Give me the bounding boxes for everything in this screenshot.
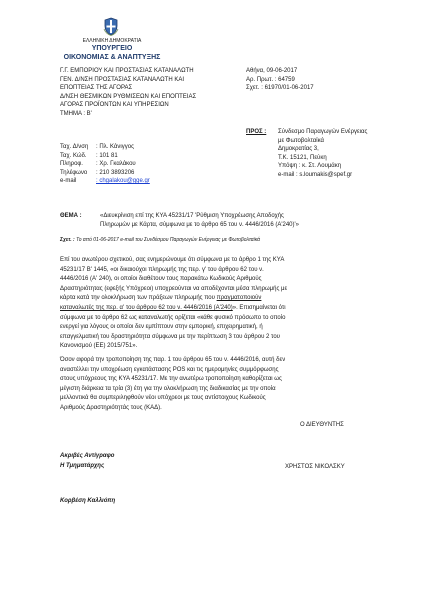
recipient-label: ΠΡΟΣ : xyxy=(246,129,267,135)
copy-signer-name: Κορβέση Καλλιόπη xyxy=(60,498,116,504)
sender-line: ΤΜΗΜΑ : Β' xyxy=(60,110,92,117)
protocol-number: Αρ. Πρωτ. : 64759 xyxy=(246,76,295,83)
sender-line: ΑΓΟΡΑΣ ΠΡΟΪΟΝΤΩΝ ΚΑΙ ΥΠΗΡΕΣΙΩΝ xyxy=(60,102,169,109)
section-head-label: Η Τμηματάρχης xyxy=(60,463,105,469)
sender-line: ΕΠΟΠΤΕΙΑΣ ΤΗΣ ΑΓΟΡΑΣ xyxy=(60,85,133,92)
contact-row: Πληροφ. : Χρ. Γκαλάκου xyxy=(60,161,136,168)
recipient-line: e-mail : s.loumakis@spef.gr xyxy=(278,171,353,178)
ministry-name-line2: ΟΙΚΟΝΟΜΙΑΣ & ΑΝΑΠΤΥΞΗΣ xyxy=(63,54,161,61)
contact-row: Ταχ. Δ/νση : Πλ. Κάνιγγος xyxy=(60,144,134,150)
sender-line: ΓΕΝ. Δ/ΝΣΗ ΠΡΟΣΤΑΣΙΑΣ ΚΑΤΑΝΑΛΩΤΗ ΚΑΙ xyxy=(60,76,184,83)
greek-emblem xyxy=(103,17,119,36)
ministry-name-line1: ΥΠΟΥΡΓΕΙΟ xyxy=(91,45,133,52)
related-reference: Σχετ. : 61970/01-06-2017 xyxy=(246,85,314,92)
recipient-line: Υπόψη : κ. Στ. Λουμάκη xyxy=(278,163,342,170)
signature-name: ΧΡΗΣΤΟΣ ΝΙΚΟΛΣΚΥ xyxy=(285,464,345,470)
recipient-block xyxy=(278,128,418,180)
recipient-line: Σύνδεσμο Παραγωγών Ενέργειας xyxy=(278,129,368,135)
related-note: Σχετ. : Το από 01-06-2017 e-mail του Συνδέσμου Παραγωγών Ενέργειας με Φωτοβολταϊκά xyxy=(60,237,261,243)
body-paragraph-1: Επί του ανωτέρου σχετικού, σας ενημερώνουμε ότι σύμφωνα με το άρθρο 1 της ΚΥΑ 45231/17 Β' 1445, «οι δικαιούχοι πληρωμής της περ. γ' του άρθρου 62 του ν. 4446/2016 (Α' 240), οι οποίοι διαθέτουν τους παρακάτω Κωδικούς Αριθμούς Δραστηριότητας (εφεξής Υπόχρεοι) υποχρεούνται να αποδέχονται μέσα πληρωμής με κάρτα κατά την ολοκλήρωση των πράξεων πληρωμής που πραγματοποιούν καταναλωτές της περ. α' του άρθρου 62 του ν. 4446/2016 (Α'240)». Επισημαίνεται ότι σύμφωνα με το άρθρο 62 ως καταναλωτής ορίζεται «κάθε φυσικό πρόσωπο το οποίο ενεργεί για λόγους οι οποίοι δεν εμπίπτουν στην εμπορική, επιχειρηματική, ή επαγγελματική του δραστηριότητα σύμφωνα με την περίπτωση 3 του άρθρου 2 του Κανονισμού (ΕΕ) 2015/751». xyxy=(60,257,288,350)
contact-row: Ταχ. Κώδ. : 101 81 xyxy=(60,152,118,159)
date: Αθήνα, 09-06-2017 xyxy=(246,68,298,74)
sender-block xyxy=(60,67,230,119)
reference-block xyxy=(246,67,366,93)
state-name: ΕΛΛΗΝΙΚΗ ΔΗΜΟΚΡΑΤΙΑ xyxy=(82,38,142,44)
contact-block xyxy=(60,143,220,186)
sender-line: Γ.Γ. ΕΜΠΟΡΙΟΥ ΚΑΙ ΠΡΟΣΤΑΣΙΑΣ ΚΑΤΑΝΑΛΩΤΗ xyxy=(60,68,194,74)
signature-title: Ο ΔΙΕΥΘΥΝΤΗΣ xyxy=(300,422,344,428)
contact-row: Τηλέφωνο : 210 3893206 xyxy=(60,169,135,176)
body-paragraph-2: Όσον αφορά την τροποποίηση της παρ. 1 του άρθρου 65 του ν. 4446/2016, αυτή δεν αναστέλλει την υποχρέωση εγκατάστασης POS και τις ημερομηνίες συμμόρφωσης στους υπόχρεους της ΚΥΑ 45231/17. Με την ανωτέρω τροποποίηση καθορίζεται ως μέγιστη διάρκεια τα τρία (3) έτη για την ολοκλήρωση της διαδικασίας με την οποία μελλοντικά θα συμπεριληφθούν νέοι υπόχρεοι με τους αντίστοιχους Κωδικούς Αριθμούς Δραστηριότητάς τους (ΚΑΔ). xyxy=(60,357,286,411)
subject-label: ΘΕΜΑ : xyxy=(60,213,82,219)
recipient-line: με Φωτοβολταϊκά xyxy=(278,137,324,144)
subject-text: «Διευκρίνιση επί της ΚΥΑ 45231/17 'Ρύθμιση Υποχρέωσης Αποδοχής Πληρωμών με Κάρτα, σύμφωνα με το άρθρο 65 του ν. 4446/2016 (Α'240)'» xyxy=(100,213,299,228)
sender-line: Δ/ΝΣΗ ΘΕΣΜΙΚΩΝ ΡΥΘΜΙΣΕΩΝ ΚΑΙ ΕΠΟΠΤΕΙΑΣ xyxy=(60,93,197,100)
recipient-line: Δημοκρατίας 3, xyxy=(278,146,319,153)
certified-copy-label: Ακριβές Αντίγραφο xyxy=(60,453,115,459)
contact-row: e-mail : chgalakou@gge.gr xyxy=(60,178,150,185)
email-link[interactable]: : chgalakou@gge.gr xyxy=(96,178,150,185)
recipient-line: Τ.Κ. 15121, Πεύκη xyxy=(278,154,327,161)
